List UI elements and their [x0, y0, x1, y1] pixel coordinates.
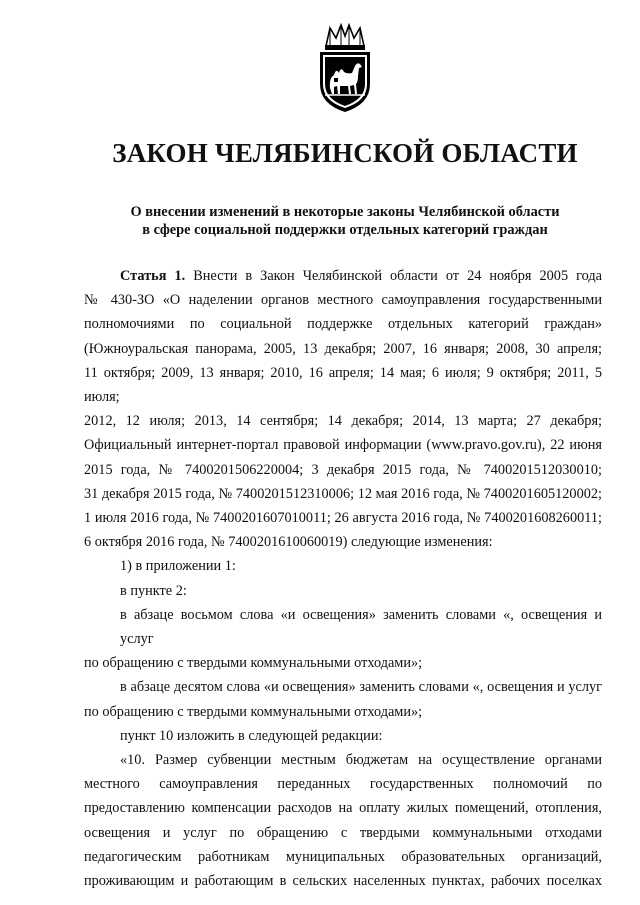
article-text-line: № 430-ЗО «О наделении органов местного самоуправления государственными: [84, 292, 602, 309]
article-text-line: 1 июля 2016 года, № 7400201607010011; 26 августа 2016 года, № 7400201608260011;: [84, 510, 602, 527]
item-line: в пункте 2:: [120, 582, 187, 599]
article-text-line: 6 октября 2016 года, № 7400201610060019) следующие изменения:: [84, 534, 493, 551]
subtitle-line-1: О внесении изменений в некоторые законы Челябинской области: [130, 204, 560, 220]
item-line: в абзаце восьмом слова «и освещения» заменить словами «, освещения и услуг: [120, 606, 602, 648]
item-line: освещения и услуг по обращению с твердыми коммунальными отходами: [84, 824, 602, 841]
article-first-line: [84, 264, 602, 288]
item-line: местного самоуправления переданных государственных полномочий по: [84, 776, 602, 793]
item-line: предоставлению компенсации расходов на оплату жилых помещений, отопления,: [84, 800, 602, 817]
article-text-line: 11 октября; 2009, 13 января; 2010, 16 апреля; 14 мая; 6 июля; 9 октября; 2011, 5 июля;: [84, 364, 602, 406]
item-line: «10. Размер субвенции местным бюджетам на осуществление органами: [120, 752, 602, 769]
item-line: 1) в приложении 1:: [120, 558, 236, 575]
article-text-line: 2015 года, № 7400201506220004; 3 декабря 2015 года, № 7400201512030010;: [84, 461, 602, 478]
document-body: [84, 264, 602, 893]
article-text-line: 2012, 12 июля; 2013, 14 сентября; 14 декабря; 2014, 13 марта; 27 декабря;: [84, 413, 602, 430]
chelyabinsk-coat-of-arms-icon: [312, 22, 378, 114]
item-line: в абзаце десятом слова «и освещения» заменить словами «, освещения и услуг: [120, 679, 602, 696]
item-line: по обращению с твердыми коммунальными отходами»;: [84, 703, 423, 720]
article-text-line: (Южноуральская панорама, 2005, 13 декабря; 2007, 16 января; 2008, 30 апреля;: [84, 340, 602, 357]
article-text-line: Внести в Закон Челябинской области от 24 ноября 2005 года: [193, 268, 602, 284]
subtitle-line-2: в сфере социальной поддержки отдельных категорий граждан: [142, 222, 548, 238]
item-line: педагогическим работникам муниципальных образовательных организаций,: [84, 848, 602, 865]
item-line: проживающим и работающим в сельских населенных пунктах, рабочих поселках: [84, 873, 602, 890]
item-line: по обращению с твердыми коммунальными отходами»;: [84, 655, 423, 672]
document-title: ЗАКОН ЧЕЛЯБИНСКОЙ ОБЛАСТИ: [112, 138, 578, 168]
article-text-line: Официальный интернет-портал правовой информации (www.pravo.gov.ru), 22 июня: [84, 437, 602, 454]
article-text-line: полномочиями по социальной поддержке отдельных категорий граждан»: [84, 316, 602, 333]
article-heading: Статья 1.: [120, 268, 186, 284]
article-text-line: 31 декабря 2015 года, № 7400201512310006; 12 мая 2016 года, № 7400201605120002;: [84, 485, 602, 502]
item-line: пункт 10 изложить в следующей редакции:: [120, 727, 383, 744]
